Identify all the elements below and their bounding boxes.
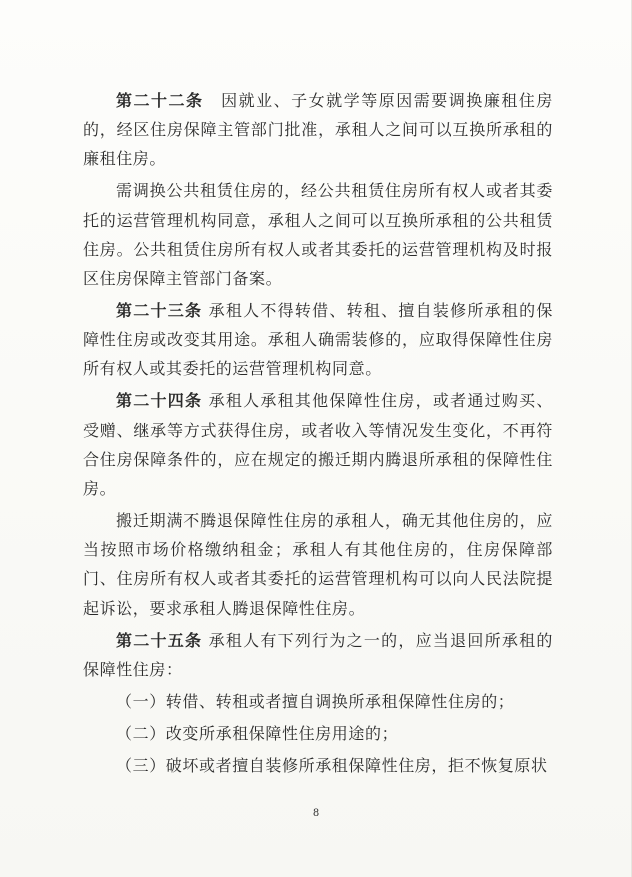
list-item-1	[83, 687, 553, 716]
paragraph-article-23	[83, 296, 553, 384]
paragraph-article-25	[83, 626, 553, 684]
list-item-3	[83, 751, 553, 780]
paragraph-text: 承租人不得转借、转租、擅自装修所承租的保障性住房或改变其用途。承租人确需装修的，应取得保障性住房所有权人或其委托的运营管理机构同意。	[83, 301, 553, 379]
paragraph-text: （三）破坏或者擅自装修所承租保障性住房，拒不恢复原状	[116, 755, 548, 775]
list-item-2	[83, 719, 553, 748]
paragraph-text: 需调换公共租赁住房的，经公共租赁住房所有权人或者其委托的运营管理机构同意，承租人之间可以互换所承租的公共租赁住房。公共租赁住房所有权人或者其委托的运营管理机构及时报区住房保障主管部门备案。	[83, 181, 553, 289]
article-number: 第二十四条	[116, 391, 203, 411]
paragraph-article-24	[83, 386, 553, 503]
paragraph-text: 因就业、子女就学等原因需要调换廉租住房的，经区住房保障主管部门批准，承租人之间可以互换所承租的廉租住房。	[83, 91, 553, 169]
article-number: 第二十三条	[116, 301, 203, 321]
paragraph-text: 搬迁期满不腾退保障性住房的承租人，确无其他住房的，应当按照市场价格缴纳租金；承租人有其他住房的，住房保障部门、住房所有权人或者其委托的运营管理机构可以向人民法院提起诉讼，要求承租人腾退保障性住房。	[83, 511, 553, 618]
paragraph-text: （二）改变所承租保障性住房用途的；	[116, 723, 399, 743]
paragraph-text: 承租人承租其他保障性住房，或者通过购买、受赠、继承等方式获得住房，或者收入等情况发生变化，不再符合住房保障条件的，应在规定的搬迁期内腾退所承租的保障性住房。	[83, 391, 553, 499]
paragraph-article-24-part-2	[83, 506, 553, 623]
paragraph-text: （一）转借、转租或者擅自调换所承租保障性住房的；	[116, 691, 515, 711]
page-number: 8	[312, 808, 320, 819]
article-number: 第二十五条	[116, 630, 203, 650]
paragraph-article-22	[83, 86, 553, 174]
article-number: 第二十二条	[116, 91, 204, 110]
paragraph-text: 承租人有下列行为之一的，应当退回所承租的保障性住房：	[83, 630, 553, 679]
document-body	[83, 86, 553, 783]
paragraph-article-22-part-2	[83, 176, 553, 293]
